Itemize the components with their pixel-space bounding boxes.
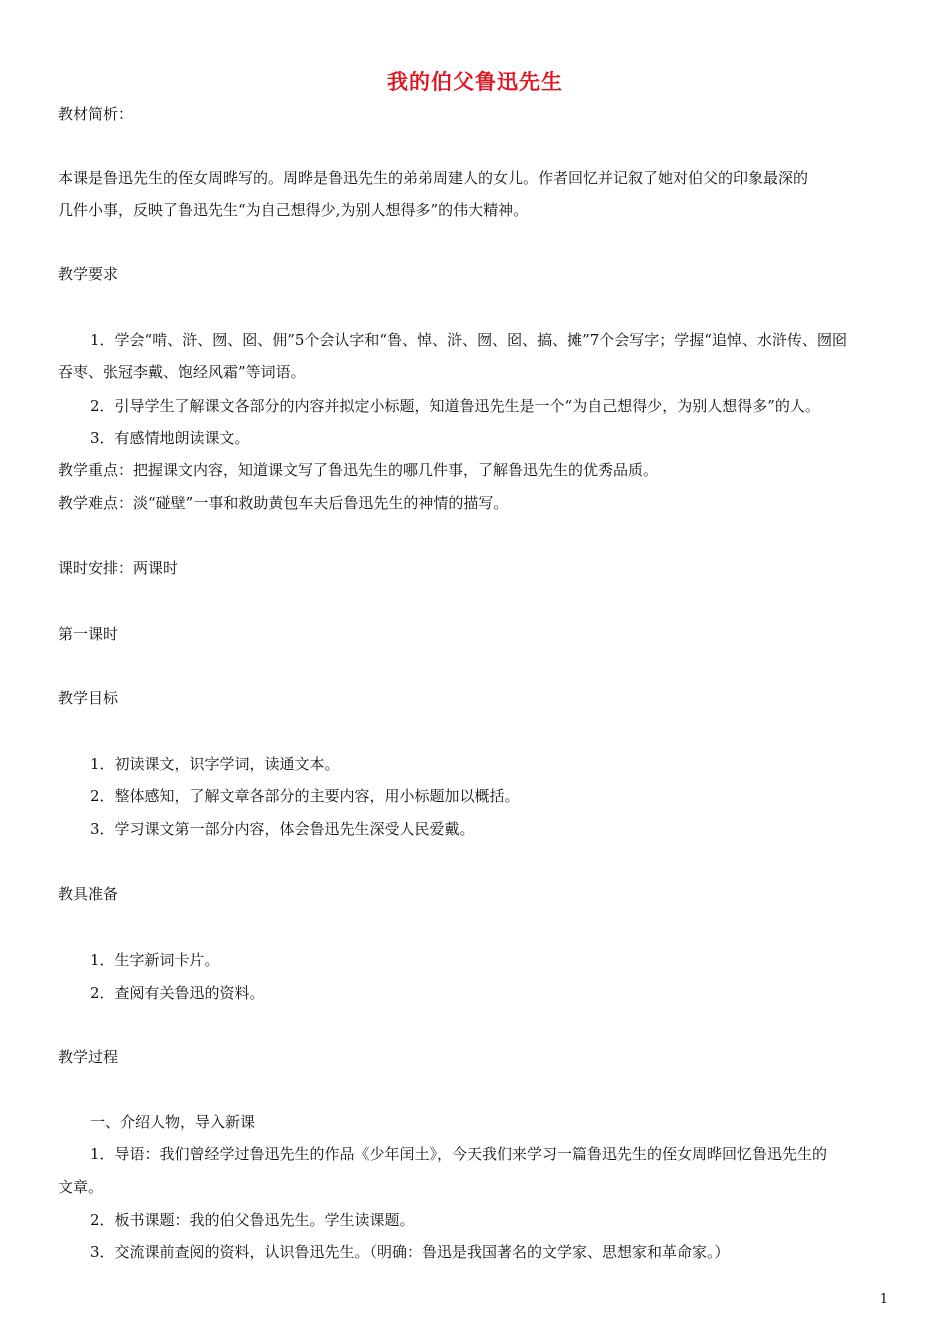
text-line: 1．导语：我们曾经学过鲁迅先生的作品《少年闰土》，今天我们来学习一篇鲁迅先生的侄女周晔回忆鲁迅先生的 [90,1145,828,1163]
text-line: 3．学习课文第一部分内容，体会鲁迅先生深受人民爱戴。 [90,820,475,838]
text-line: 一、介绍人物，导入新课 [90,1113,256,1131]
text-line: 1．学会“啃、浒、囫、囵、佣”5个会认字和“鲁、悼、浒、囫、囵、搞、摊”7个会写字；学握“追悼、水浒传、囫囵 [90,331,847,349]
text-line: 1．生字新词卡片。 [90,951,220,969]
text-line: 教学过程 [58,1048,119,1066]
text-line: 教学目标 [58,689,119,707]
text-line: 文章。 [58,1178,104,1196]
text-line: 第一课时 [58,625,119,643]
text-line: 1．初读课文，识字学词，读通文本。 [90,755,340,773]
text-line: 3．有感情地朗读课文。 [90,429,250,447]
text-line: 教学难点：淡“碰壁”一事和救助黄包车夫后鲁迅先生的神情的描写。 [58,494,509,512]
text-line: 教学要求 [58,265,119,283]
page-number: 1 [879,1292,888,1307]
text-line: 本课是鲁迅先生的侄女周晔写的。周晔是鲁迅先生的弟弟周建人的女儿。作者回忆并记叙了她对伯父的印象最深的 [58,169,809,187]
text-line: 吞枣、张冠李戴、饱经风霜”等词语。 [58,363,306,381]
text-line: 2．查阅有关鲁迅的资料。 [90,984,265,1002]
text-line: 2．整体感知，了解文章各部分的主要内容，用小标题加以概括。 [90,787,520,805]
text-line: 3．交流课前查阅的资料，认识鲁迅先生。（明确：鲁迅是我国著名的文学家、思想家和革命家。） [90,1243,730,1261]
text-line: 2．板书课题：我的伯父鲁迅先生。学生读课题。 [90,1211,415,1229]
text-line: 课时安排：两课时 [58,559,179,577]
text-line: 教材简析： [58,105,134,123]
document-title: 我的伯父鲁迅先生 [387,70,563,94]
text-line: 几件小事，反映了鲁迅先生“为自己想得少,为别人想得多”的伟大精神。 [58,201,529,219]
text-line: 2．引导学生了解课文各部分的内容并拟定小标题，知道鲁迅先生是一个“为自己想得少，为别人想得多”的人。 [90,397,820,415]
text-line: 教具准备 [58,885,119,903]
text-line: 教学重点：把握课文内容，知道课文写了鲁迅先生的哪几件事，了解鲁迅先生的优秀品质。 [58,461,659,479]
